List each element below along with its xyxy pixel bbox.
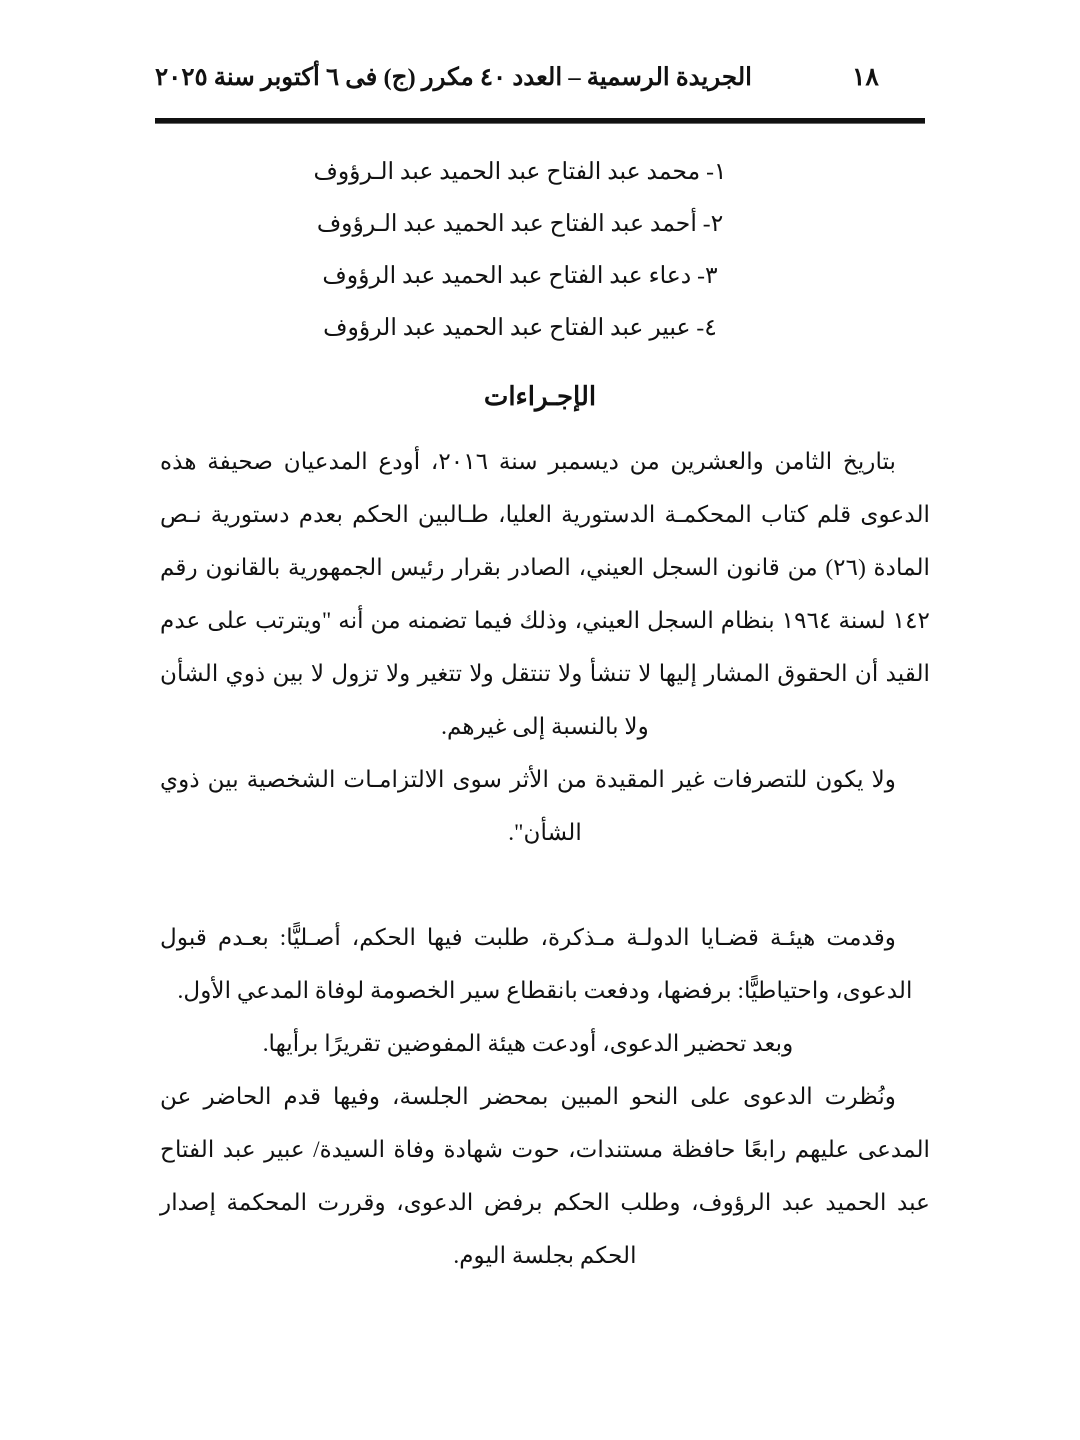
list-item: ٤- عبير عبد الفتاح عبد الحميد عبد الرؤوف bbox=[323, 315, 717, 341]
section-heading-procedures: الإجـراءات bbox=[483, 382, 597, 411]
list-item: ٢- أحمد عبد الفتاح عبد الحميد عبد الـرؤوف bbox=[316, 211, 724, 237]
running-header bbox=[155, 62, 925, 92]
paragraph-hearing-and-ruling: ونُظرت الدعوى على النحو المبين بمحضر الجلسة، وفيها قدم الحاضر عن المدعى عليهم رابعًا حافظة مستندات، حوت شهادة وفاة السيدة/ عبير عبد الفتاح عبد الحميد عبد الرؤوف، وطلب الحكم برفض الدعوى، وقررت المحكمة إصدار الحكم بجلسة اليوم. bbox=[160, 1084, 930, 1269]
paragraph-commissioners-report: وبعد تحضير الدعوى، أودعت هيئة المفوضين تقريرًا برأيها. bbox=[262, 1031, 794, 1057]
header-divider-rule bbox=[155, 118, 925, 124]
body-text bbox=[160, 436, 930, 1283]
paragraph-unregistered-dispositions: ولا يكون للتصرفات غير المقيدة من الأثر سوى الالتزامـات الشخصية بين ذوي الشأن". bbox=[160, 767, 896, 846]
list-item: ١- محمد عبد الفتاح عبد الحميد عبد الـرؤوف bbox=[313, 159, 727, 185]
paragraph-spacer bbox=[160, 860, 930, 912]
paragraph-state-lawsuits-authority: وقدمت هيئـة قضـايا الدولـة مـذكرة، طلبت فيها الحكم، أصـليًّا: بعـدم قبول الدعوى، واحتياطيًّا: برفضها، ودفعت بانقطاع سير الخصومة لوفاة المدعي الأول. bbox=[160, 925, 913, 1004]
party-list bbox=[155, 146, 925, 354]
paragraph-filing-details: بتاريخ الثامن والعشرين من ديسمبر سنة ٢٠١٦، أودع المدعيان صحيفة هذه الدعوى قلم كتاب المحكمـة الدستورية العليا، طـالبين الحكم بعدم دستورية نـص المادة (٢٦) من قانون السجل العيني، الصادر بقرار رئيس الجمهورية بالقانون رقم ١٤٢ لسنة ١٩٦٤ بنظام السجل العيني، وذلك فيما تضمنه من أنه "ويترتب على عدم القيد أن الحقوق المشار إليها لا تنشأ ولا تنتقل ولا تتغير ولا تزول لا بين ذوي الشأن ولا بالنسبة إلى غيرهم. bbox=[160, 449, 930, 740]
page-number: ١٨ bbox=[851, 64, 879, 91]
list-item: ٣- دعاء عبد الفتاح عبد الحميد عبد الرؤوف bbox=[322, 263, 718, 289]
gazette-header-title: الجريدة الرسمية – العدد ٤٠ مكرر (ج) فى ٦ أكتوبر سنة ٢٠٢٥ bbox=[155, 64, 752, 91]
